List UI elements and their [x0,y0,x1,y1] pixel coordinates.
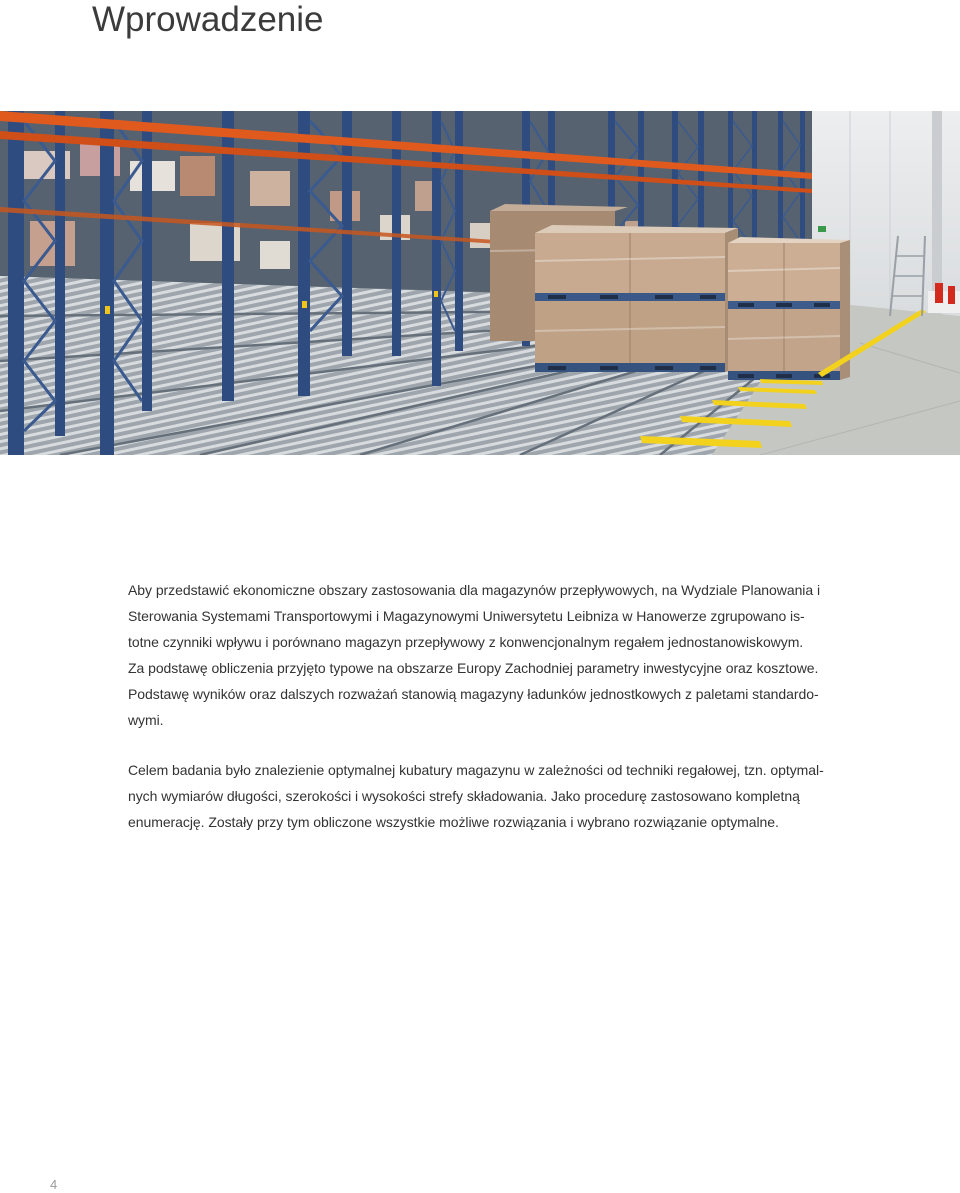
text-line: nych wymiarów długości, szerokości i wysokości strefy składowania. Jako procedurę zastosowano kompletną [128,788,800,804]
text-line: wymi. [128,712,164,728]
warehouse-photo [0,111,960,455]
text-line: Za podstawę obliczenia przyjęto typowe na obszarze Europy Zachodniej parametry inwestycyjne oraz kosztowe. [128,660,819,676]
text-line: Aby przedstawić ekonomiczne obszary zastosowania dla magazynów przepływowych, na Wydziale Planowania i [128,582,821,598]
page-title: Wprowadzenie [92,0,324,39]
paragraph-goal [128,757,888,835]
text-line: Celem badania było znalezienie optymalnej kubatury magazynu w zależności od techniki regałowej, tzn. optymal- [128,762,824,778]
page-number: 4 [50,1177,58,1192]
paragraph-intro [128,577,888,733]
text-line: Sterowania Systemami Transportowymi i Magazynowymi Uniwersytetu Leibniza w Hanowerze zgrupowano is- [128,608,805,624]
text-line: totne czynniki wpływu i porównano magazyn przepływowy z konwencjonalnym regałem jednostanowiskowym. [128,634,804,650]
text-line: enumerację. Zostały przy tym obliczone wszystkie możliwe rozwiązania i wybrano rozwiązanie optymalne. [128,814,779,830]
text-line: Podstawę wyników oraz dalszych rozważań stanowią magazyny ładunków jednostkowych z paletami standardo- [128,686,819,702]
